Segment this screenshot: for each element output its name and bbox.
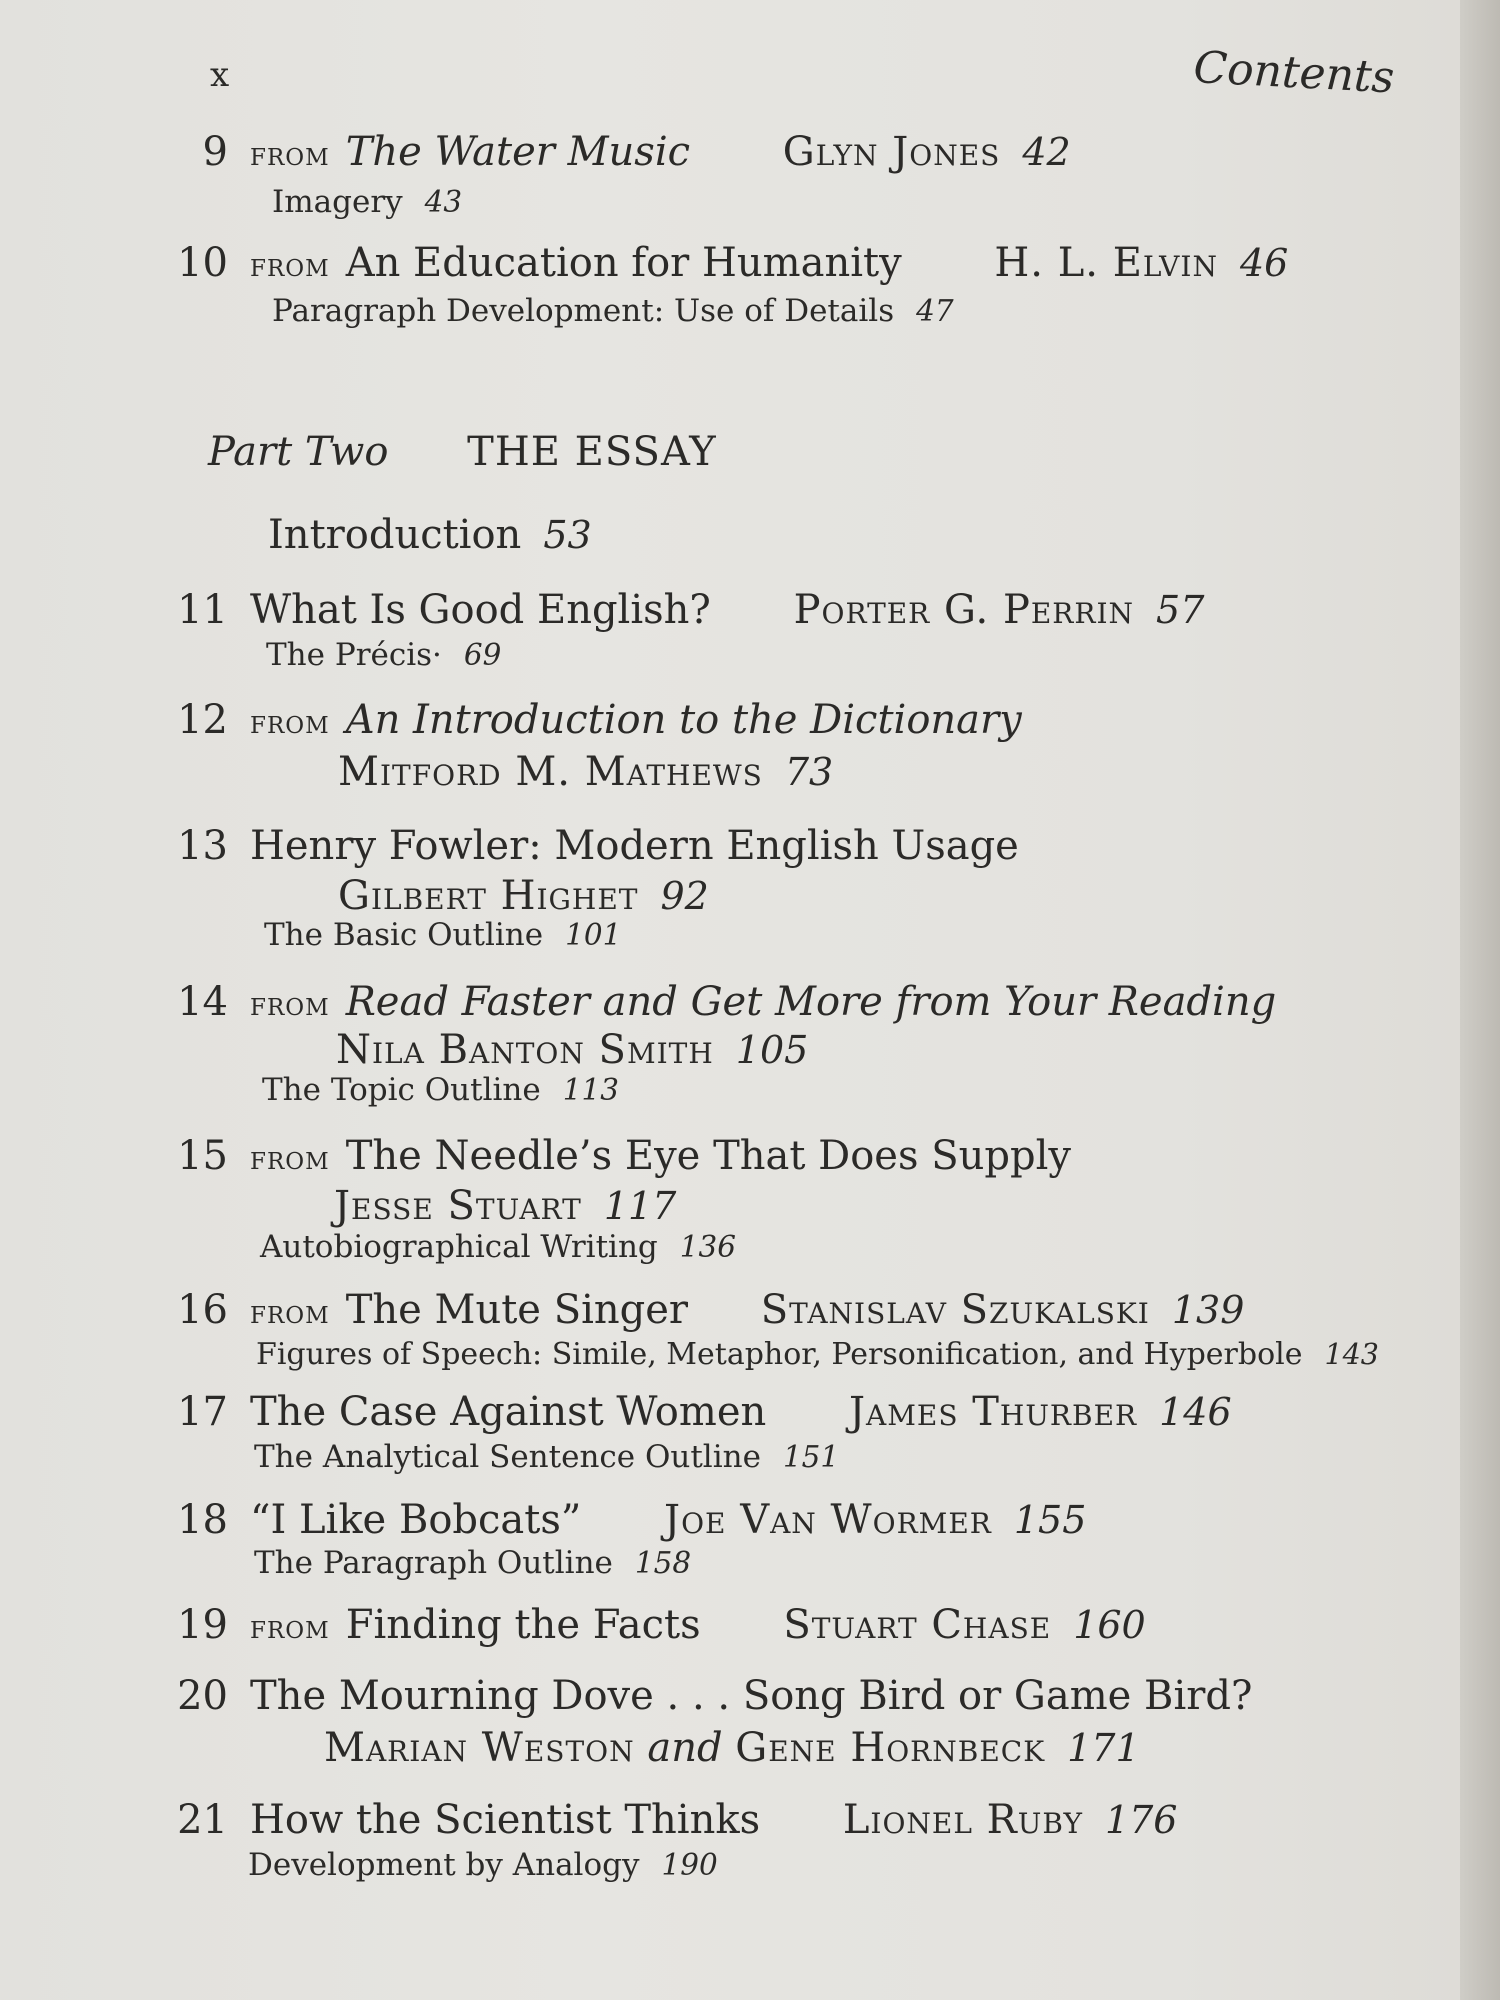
running-head: Contents bbox=[1192, 42, 1396, 104]
subentry-title: Development by Analogy bbox=[248, 1847, 640, 1883]
entry-author: Joe Van Wormer bbox=[664, 1497, 992, 1543]
entry-title: The Case Against Women bbox=[250, 1389, 767, 1435]
subentry-page: 151 bbox=[782, 1440, 840, 1474]
entry-page: 139 bbox=[1171, 1288, 1245, 1332]
entry-author: Glyn Jones bbox=[782, 129, 1001, 175]
part-heading bbox=[208, 429, 717, 475]
entry-title: Finding the Facts bbox=[345, 1602, 701, 1648]
entry-author: H. L. Elvin bbox=[994, 240, 1218, 286]
toc-entry-20 bbox=[170, 1673, 1253, 1719]
entry-title: An Introduction to the Dictionary bbox=[345, 697, 1022, 743]
toc-subentry-9 bbox=[272, 184, 463, 220]
entry-author-2: Gene Hornbeck bbox=[735, 1725, 1046, 1771]
subentry-page: 101 bbox=[565, 918, 622, 952]
toc-entry-12-author bbox=[338, 749, 834, 795]
subentry-page: 47 bbox=[916, 294, 954, 328]
toc-entry-14-author bbox=[336, 1027, 809, 1073]
subentry-title: The Précis· bbox=[266, 637, 442, 673]
entry-title: Henry Fowler: Modern English Usage bbox=[250, 823, 1019, 869]
entry-number: 14 bbox=[177, 979, 228, 1025]
entry-number: 16 bbox=[177, 1287, 228, 1333]
subentry-page: 190 bbox=[661, 1848, 718, 1882]
entry-number: 20 bbox=[177, 1673, 228, 1719]
entry-page: 117 bbox=[603, 1184, 677, 1228]
from-label: from bbox=[250, 135, 330, 173]
toc-entry-10 bbox=[170, 240, 1289, 286]
subentry-title: Paragraph Development: Use of Details bbox=[272, 293, 895, 329]
entry-number: 9 bbox=[202, 129, 228, 175]
from-label: from bbox=[250, 1139, 330, 1177]
toc-subentry-11 bbox=[266, 637, 502, 673]
toc-introduction bbox=[268, 512, 592, 558]
entry-number: 10 bbox=[177, 240, 228, 286]
toc-entry-11 bbox=[170, 587, 1205, 633]
entry-number: 12 bbox=[177, 697, 228, 743]
page-edge bbox=[1460, 0, 1500, 2000]
toc-entry-15 bbox=[170, 1133, 1071, 1179]
subentry-title: Figures of Speech: Simile, Metaphor, Personification, and Hyperbole bbox=[256, 1337, 1303, 1372]
subentry-page: 43 bbox=[424, 185, 463, 219]
toc-entry-15-author bbox=[334, 1183, 677, 1229]
toc-subentry-18 bbox=[254, 1545, 692, 1581]
entry-author: Gilbert Highet bbox=[338, 873, 639, 919]
toc-subentry-17 bbox=[254, 1439, 840, 1475]
toc-entry-17 bbox=[170, 1389, 1232, 1435]
toc-subentry-21 bbox=[248, 1847, 718, 1883]
entry-author: Porter G. Perrin bbox=[793, 587, 1135, 633]
entry-author: Mitford M. Mathews bbox=[338, 749, 763, 795]
subentry-page: 113 bbox=[562, 1073, 619, 1107]
from-label: from bbox=[250, 1608, 330, 1646]
toc-entry-13 bbox=[170, 823, 1019, 869]
entry-title: The Needle’s Eye That Does Supply bbox=[345, 1133, 1071, 1179]
entry-page: 92 bbox=[660, 874, 709, 918]
subentry-page: 69 bbox=[463, 638, 502, 672]
entry-author: Marian Weston bbox=[324, 1725, 635, 1771]
from-label: from bbox=[250, 703, 330, 741]
entry-title: The Mourning Dove . . . Song Bird or Game Bird? bbox=[250, 1673, 1253, 1719]
entry-title: How the Scientist Thinks bbox=[250, 1797, 761, 1843]
toc-subentry-13 bbox=[264, 917, 622, 953]
toc-subentry-10 bbox=[272, 293, 954, 329]
entry-page: 73 bbox=[784, 750, 834, 794]
entry-title: The Water Music bbox=[345, 129, 691, 175]
entry-page: 105 bbox=[735, 1028, 809, 1072]
part-title: THE ESSAY bbox=[467, 429, 717, 475]
toc-subentry-16 bbox=[256, 1337, 1379, 1372]
entry-title: Read Faster and Get More from Your Reading bbox=[345, 979, 1277, 1025]
entry-number: 11 bbox=[177, 587, 228, 633]
entry-page: 176 bbox=[1104, 1798, 1178, 1842]
entry-title: An Education for Humanity bbox=[345, 240, 902, 286]
toc-entry-14 bbox=[170, 979, 1277, 1025]
entry-page: 46 bbox=[1239, 241, 1289, 285]
entry-page: 42 bbox=[1022, 130, 1071, 174]
subentry-title: The Topic Outline bbox=[262, 1072, 541, 1108]
author-joiner: and bbox=[647, 1725, 723, 1771]
entry-page: 160 bbox=[1073, 1603, 1146, 1647]
entry-number: 17 bbox=[177, 1389, 228, 1435]
introduction-page: 53 bbox=[543, 513, 592, 557]
entry-author: Jesse Stuart bbox=[334, 1183, 582, 1229]
toc-entry-16 bbox=[170, 1287, 1245, 1333]
toc-entry-20-author bbox=[324, 1725, 1140, 1771]
entry-page: 155 bbox=[1013, 1498, 1087, 1542]
entry-number: 18 bbox=[177, 1497, 228, 1543]
subentry-title: The Paragraph Outline bbox=[254, 1545, 613, 1581]
toc-entry-12 bbox=[170, 697, 1022, 743]
toc-entry-13-author bbox=[338, 873, 709, 919]
toc-entry-19 bbox=[170, 1602, 1146, 1648]
toc-subentry-14 bbox=[262, 1072, 619, 1108]
toc-subentry-15 bbox=[260, 1229, 736, 1265]
toc-entry-21 bbox=[170, 1797, 1178, 1843]
toc-entry-9 bbox=[170, 129, 1071, 175]
subentry-title: Imagery bbox=[272, 184, 403, 220]
page-folio: x bbox=[210, 55, 230, 95]
entry-number: 19 bbox=[177, 1602, 228, 1648]
part-label: Part Two bbox=[208, 429, 389, 475]
introduction-title: Introduction bbox=[268, 512, 522, 558]
from-label: from bbox=[250, 1293, 330, 1331]
entry-number: 21 bbox=[177, 1797, 228, 1843]
subentry-title: Autobiographical Writing bbox=[260, 1229, 658, 1265]
subentry-page: 136 bbox=[679, 1230, 736, 1264]
subentry-page: 158 bbox=[634, 1546, 692, 1580]
toc-entry-18 bbox=[170, 1497, 1087, 1543]
entry-author: James Thurber bbox=[848, 1389, 1138, 1435]
entry-page: 146 bbox=[1159, 1390, 1232, 1434]
entry-title: What Is Good English? bbox=[250, 587, 711, 633]
entry-page: 57 bbox=[1156, 588, 1205, 632]
entry-author: Stanislav Szukalski bbox=[760, 1287, 1150, 1333]
entry-number: 15 bbox=[177, 1133, 228, 1179]
from-label: from bbox=[250, 246, 330, 284]
entry-page: 171 bbox=[1067, 1726, 1140, 1770]
from-label: from bbox=[250, 985, 330, 1023]
entry-author: Nila Banton Smith bbox=[336, 1027, 714, 1073]
entry-number: 13 bbox=[177, 823, 228, 869]
subentry-page: 143 bbox=[1324, 1338, 1379, 1371]
entry-author: Lionel Ruby bbox=[842, 1797, 1083, 1843]
subentry-title: The Basic Outline bbox=[264, 917, 544, 953]
entry-author: Stuart Chase bbox=[783, 1602, 1052, 1648]
subentry-title: The Analytical Sentence Outline bbox=[254, 1439, 761, 1475]
entry-title: “I Like Bobcats” bbox=[250, 1497, 582, 1543]
entry-title: The Mute Singer bbox=[345, 1287, 689, 1333]
